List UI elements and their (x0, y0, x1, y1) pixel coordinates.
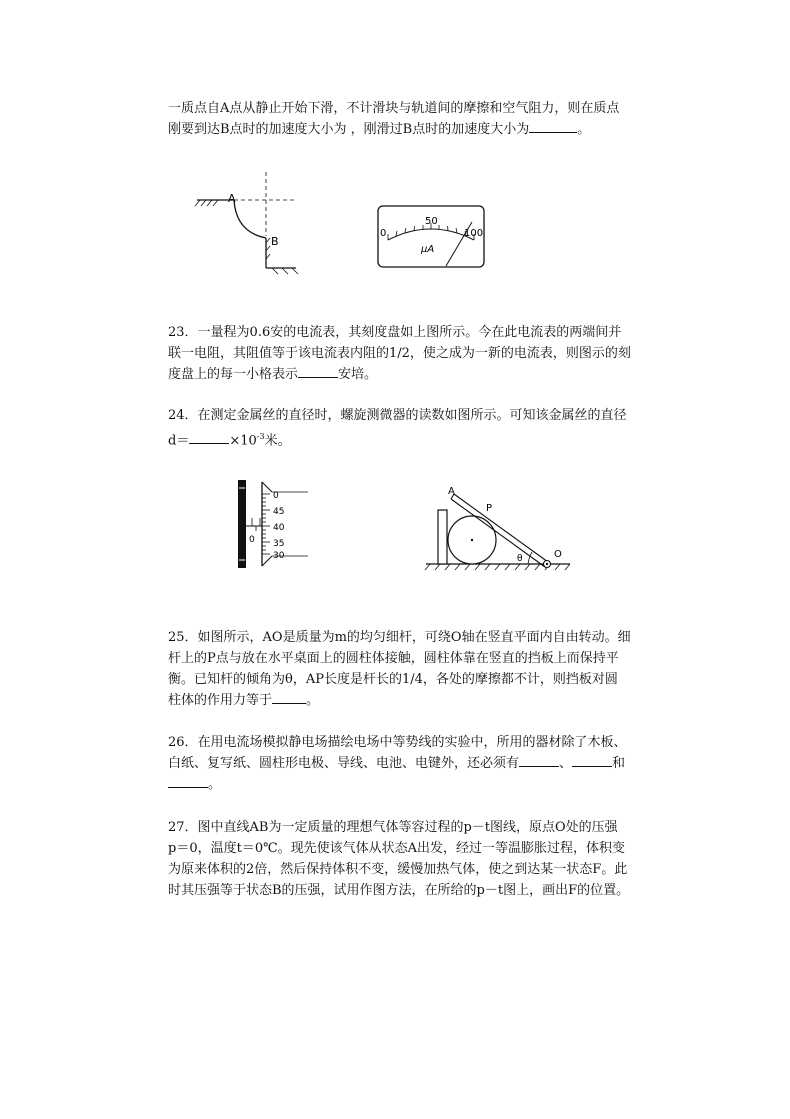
label-p: P (486, 503, 493, 514)
question-23 (168, 322, 698, 385)
answer-blank-2[interactable] (572, 754, 612, 767)
q24-line1: 24．在测定金属丝的直径时，螺旋测微器的读数如图所示。可知该金属丝的直径 (168, 408, 627, 423)
sleeve-label-0: 0 (249, 535, 255, 545)
question-24 (168, 405, 698, 451)
answer-blank[interactable] (529, 120, 577, 133)
q25-line1: 25．如图所示，AO是质量为m的均匀细杆，可绕O轴在竖直平面内自由转动。细 (168, 630, 631, 645)
angle-arc (528, 552, 532, 564)
question-27 (168, 817, 698, 901)
q27-line2: p＝0，温度t＝0℃。现先使该气体从状态A出发，经过一等温膨胀过程，体积变 (168, 841, 626, 856)
thimble-ticks (262, 494, 270, 554)
thimble-label-45: 45 (273, 507, 285, 517)
label-theta: θ (517, 554, 523, 564)
answer-blank[interactable] (189, 431, 229, 444)
unit-label: μA (421, 244, 435, 255)
vertical-baffle (438, 510, 447, 564)
thimble-label-0: 0 (273, 491, 279, 501)
rod-cylinder-figure (424, 482, 574, 574)
track-hatching (195, 200, 218, 206)
ammeter-dial-figure (376, 204, 488, 270)
q26-line3: 。 (168, 774, 698, 795)
question-22 (168, 98, 698, 140)
q27-line4: 时其压强等于状态B的压强，试用作图方法，在所给的p－t图上，画出F的位置。 (168, 883, 630, 898)
q25-line2: 杆上的P点与放在水平桌面上的圆柱体接触，圆柱体靠在竖直的挡板上而保持平 (168, 651, 619, 666)
q27-line1: 27．图中直线AB为一定质量的理想气体等容过程的p－t图线，原点O处的压强 (168, 820, 618, 835)
answer-blank-1[interactable] (519, 754, 559, 767)
answer-blank[interactable] (272, 691, 306, 704)
cylinder-center (471, 539, 473, 541)
tick-label-50: 50 (425, 216, 438, 227)
q22-line1: 一质点自A点从静止开始下滑，不计滑块与轨道间的摩擦和空气阻力，则在质点 (168, 101, 620, 116)
label-a: A (228, 192, 236, 205)
question-26 (168, 732, 698, 795)
label-a: A (448, 486, 455, 497)
thimble-label-40: 40 (273, 523, 285, 533)
q23-line1: 23．一量程为0.6安的电流表，其刻度盘如上图所示。今在此电流表的两端间并 (168, 325, 622, 340)
question-25 (168, 627, 698, 711)
q24-line2: $d= \times 10^{-3}$米。 (168, 432, 291, 449)
q25-line4: 柱体的作用力等于 。 (168, 693, 320, 708)
q26-line1: 26．在用电流场模拟静电场描绘电场中等势线的实验中，所用的器材除了木板、 (168, 735, 627, 750)
q26-line2: 白纸、复写纸、圆柱形电极、导线、电池、电键外，还必须有 、 和 (168, 756, 626, 771)
q25-line3: 衡。已知杆的倾角为θ，AP长度是杆长的1/4，各处的摩擦都不计，则挡板对圆 (168, 672, 618, 687)
label-b: B (271, 235, 279, 248)
sleeve-ticks (252, 518, 260, 531)
track-curve (234, 200, 266, 238)
micrometer-figure (232, 476, 312, 572)
curved-track-figure (192, 168, 302, 278)
thimble-label-30: 30 (273, 551, 285, 561)
q23-line2: 联一电阻，其阻值等于该电流表内阻的1/2，使之成为一新的电流表，则图示的刻 (168, 346, 631, 361)
answer-blank[interactable] (298, 365, 338, 378)
thimble-label-35: 35 (273, 539, 285, 549)
answer-blank-3[interactable] (168, 775, 208, 788)
label-o: O (554, 549, 562, 560)
micrometer-frame (238, 480, 246, 568)
tick-label-100: 100 (464, 228, 484, 239)
tick-label-0: 0 (380, 228, 387, 239)
q27-line3: 为原来体积的2倍，然后保持体积不变，缓慢加热气体，使之到达某一状态F。此 (168, 862, 628, 877)
q22-line2: 刚要到达B点时的加速度大小为 ，刚滑过B点时的加速度大小为 。 (168, 122, 591, 137)
dial-scale-arc (388, 229, 474, 240)
q23-line3: 度盘上的每一小格表示 安培。 (168, 367, 378, 382)
